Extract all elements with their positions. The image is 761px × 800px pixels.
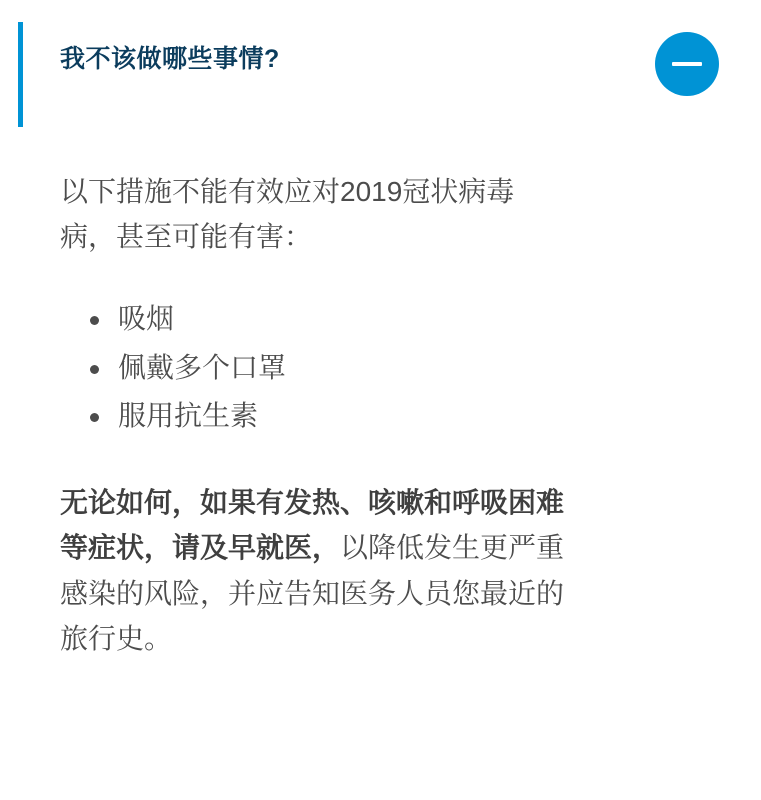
accordion-content [0, 117, 761, 662]
intro-paragraph: 以下措施不能有效应对2019冠状病毒病，甚至可能有害： [60, 175, 515, 253]
accent-bar [18, 22, 23, 127]
closing-rest: 以降低发生更严重感染的风险，并应告知医务人员您最近的旅行史。 [60, 532, 565, 655]
list-item: 服用抗生素 [76, 392, 703, 440]
page-title: 我不该做哪些事情? [60, 45, 280, 73]
accordion-header[interactable] [0, 0, 761, 117]
prohibited-measures-list [60, 295, 703, 439]
list-item: 佩戴多个口罩 [76, 344, 703, 392]
list-item: 吸烟 [76, 295, 703, 343]
accordion-toggle-button[interactable] [655, 32, 719, 96]
closing-emphasis: 无论如何，如果有发热、咳嗽和呼吸困难等症状，请及早就医， [60, 486, 565, 564]
minus-icon [672, 62, 702, 66]
closing-paragraph [60, 480, 580, 661]
